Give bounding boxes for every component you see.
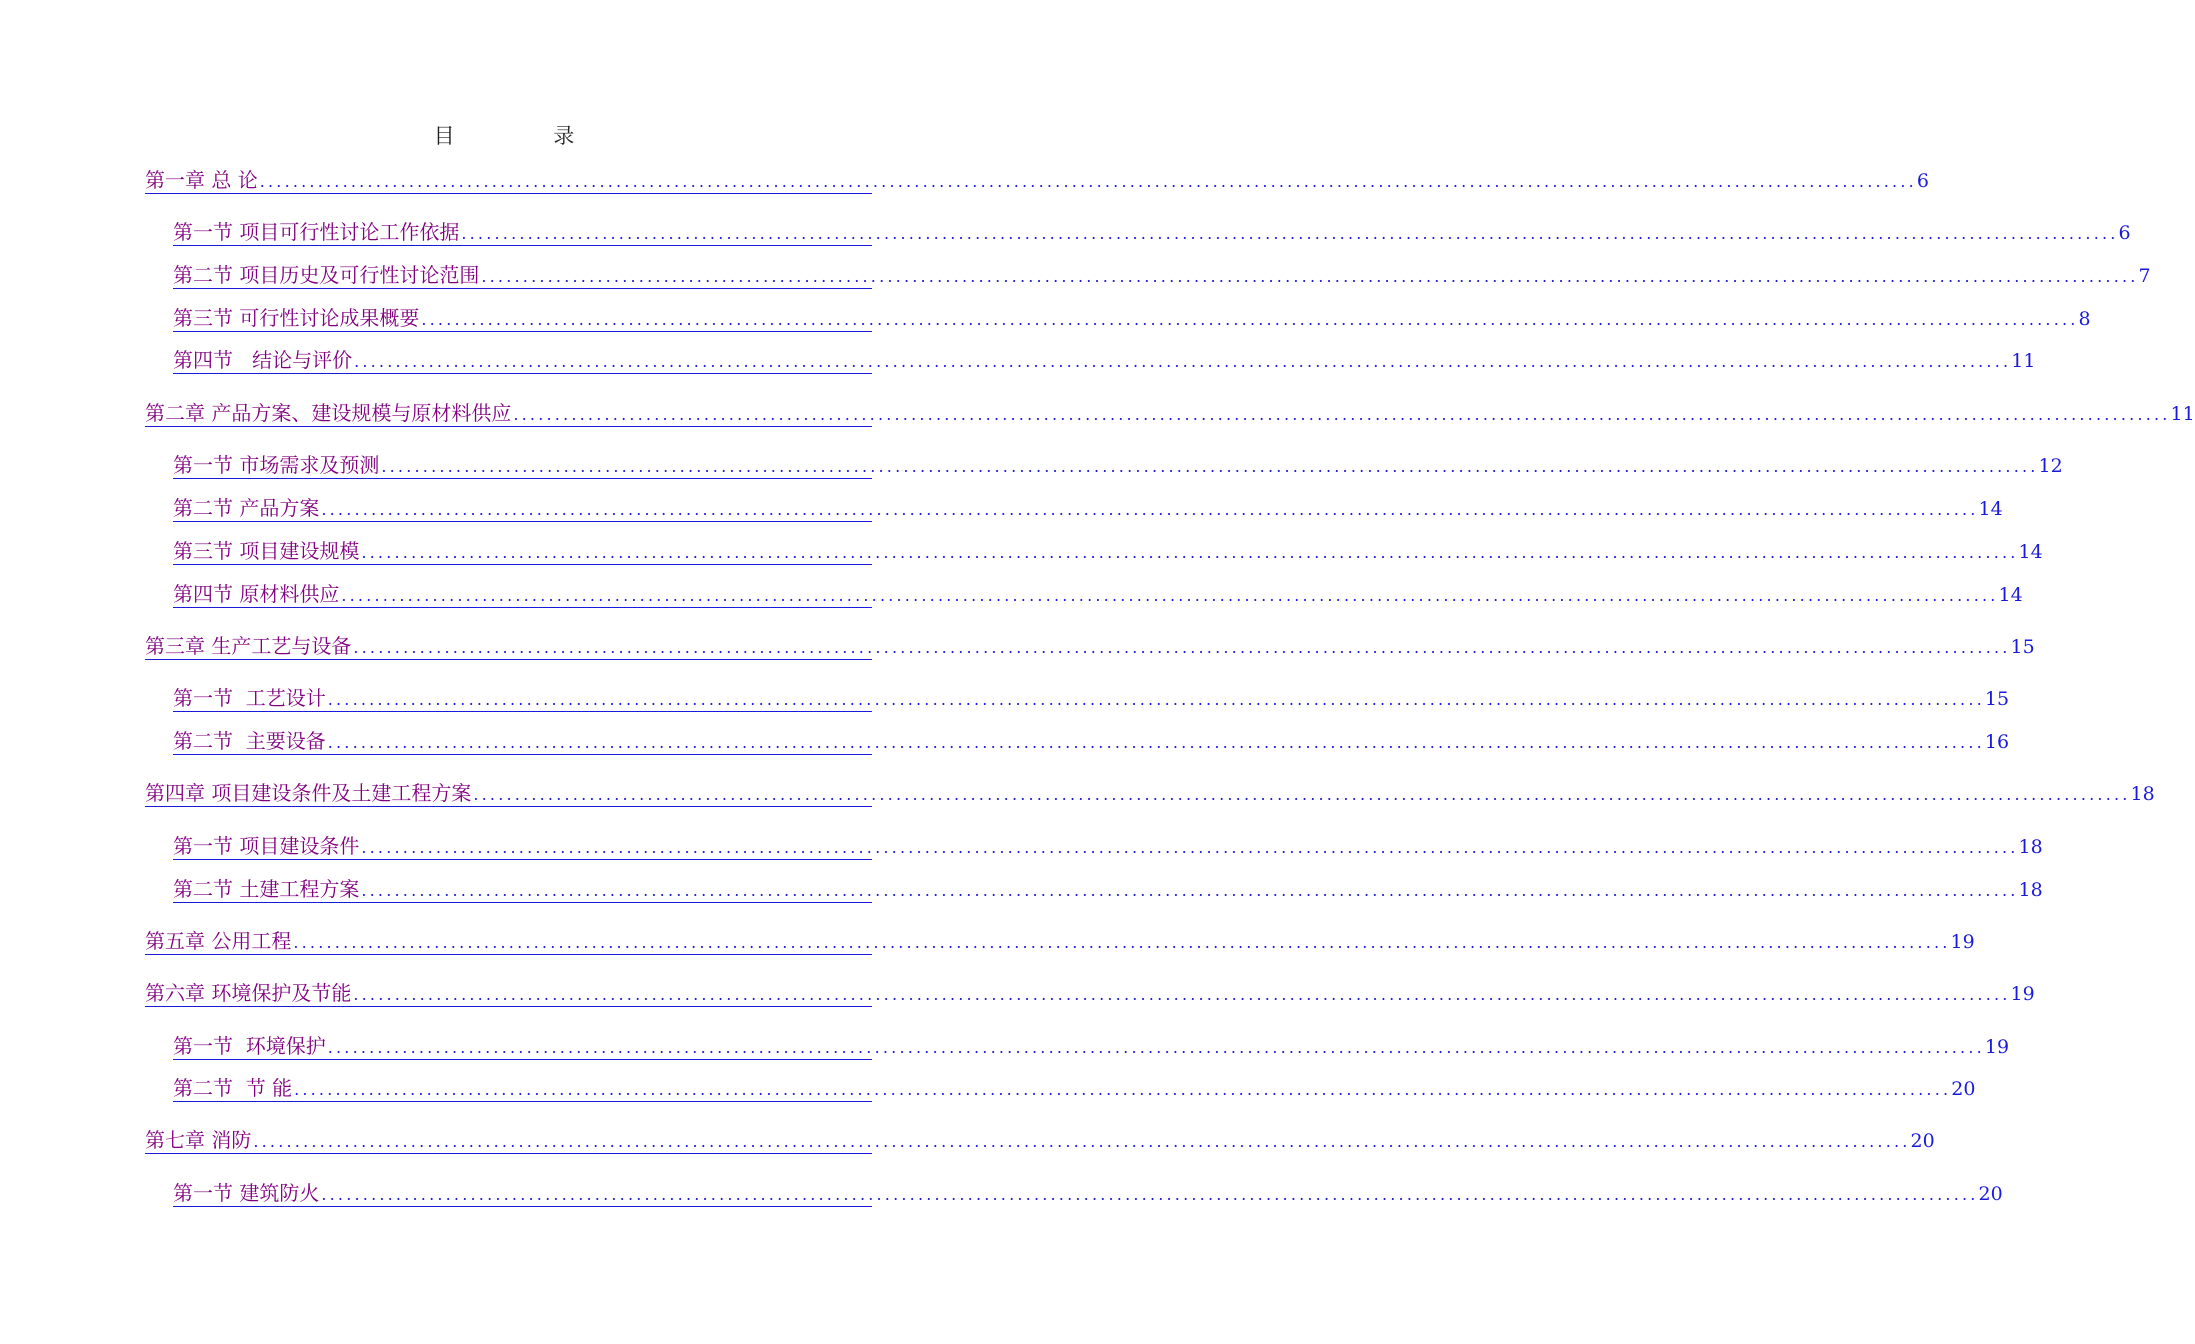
- toc-entry-title: 第四节 原材料供应: [173, 582, 340, 606]
- toc-page-number: 16: [1984, 731, 2010, 753]
- toc-section-link[interactable]: [173, 727, 2010, 755]
- toc-section-link[interactable]: [173, 494, 2003, 522]
- toc-entry-title: 第一节 项目可行性讨论工作依据: [173, 220, 460, 244]
- toc-page-number: 6: [2118, 222, 2131, 244]
- toc-dot-leader: ........................................................................................................................................................................................................: [421, 310, 2079, 329]
- toc-entry-title: 第二节 土建工程方案: [173, 877, 360, 901]
- toc-entry-title: 第一节 市场需求及预测: [173, 453, 380, 477]
- toc-entry-title: 第一节 环境保护: [173, 1034, 326, 1058]
- toc-dot-leader: ........................................................................................................................................................................................................: [361, 838, 2019, 857]
- toc-page-number: 7: [2138, 265, 2151, 287]
- toc-entry-title: 第一节 工艺设计: [173, 686, 326, 710]
- toc-section-link[interactable]: [173, 537, 2043, 565]
- toc-page-number: 19: [1984, 1036, 2010, 1058]
- toc-page-number: 18: [2018, 836, 2043, 858]
- toc-entry-title: 第六章 环境保护及节能: [145, 981, 352, 1005]
- toc-entry-title: 第二章 产品方案、建设规模与原材料供应: [145, 401, 512, 425]
- toc-entry-title: 第二节 节 能: [173, 1076, 293, 1100]
- toc-entry-title: 第二节 主要设备: [173, 729, 326, 753]
- toc-page-number: 20: [1910, 1130, 1935, 1152]
- toc-page-number: 18: [2130, 783, 2155, 805]
- toc-entry-title: 第四节 结论与评价: [173, 348, 353, 372]
- toc-section-link[interactable]: [173, 451, 2063, 479]
- toc-page-number: 18: [2018, 879, 2043, 901]
- toc-page-number: 8: [2078, 308, 2091, 330]
- toc-section-link[interactable]: [173, 261, 2151, 289]
- toc-dot-leader: ........................................................................................................................................................................................................: [461, 224, 2119, 243]
- toc-dot-leader: ........................................................................................................................................................................................................: [354, 352, 2012, 371]
- toc-page-number: 19: [1950, 931, 1975, 953]
- toc-dot-leader: ........................................................................................................................................................................................................: [361, 543, 2019, 562]
- toc-dot-leader: ........................................................................................................................................................................................................: [513, 405, 2171, 424]
- toc-chapter-link[interactable]: [145, 632, 2035, 660]
- toc-dot-leader: ........................................................................................................................................................................................................: [381, 457, 2039, 476]
- toc-page-number: 20: [1978, 1183, 2003, 1205]
- toc-entry-title: 第五章 公用工程: [145, 929, 292, 953]
- toc-page-number: 19: [2010, 983, 2035, 1005]
- toc-page-number: 14: [1998, 584, 2023, 606]
- toc-section-link[interactable]: [173, 218, 2131, 246]
- toc-title: 目 录: [433, 124, 621, 148]
- toc-chapter-link[interactable]: [145, 779, 2155, 807]
- toc-page-number: 6: [1916, 170, 1929, 192]
- toc-entry-title: 第一章 总 论: [145, 168, 258, 192]
- toc-section-link[interactable]: [173, 684, 2010, 712]
- toc-chapter-link[interactable]: [145, 927, 1975, 955]
- toc-dot-leader: ........................................................................................................................................................................................................: [259, 172, 1917, 191]
- toc-dot-leader: ........................................................................................................................................................................................................: [327, 733, 1985, 752]
- toc-dot-leader: ........................................................................................................................................................................................................: [321, 1185, 1979, 1204]
- toc-page-number: 14: [2018, 541, 2043, 563]
- toc-dot-leader: ........................................................................................................................................................................................................: [293, 933, 1951, 952]
- toc-entry-title: 第七章 消防: [145, 1128, 252, 1152]
- toc-page-number: 20: [1951, 1078, 1976, 1100]
- toc-chapter-link[interactable]: [145, 166, 1929, 194]
- toc-dot-leader: ........................................................................................................................................................................................................: [473, 785, 2131, 804]
- toc-page-number: 15: [1984, 688, 2010, 710]
- toc-entry-title: 第二节 项目历史及可行性讨论范围: [173, 263, 480, 287]
- toc-dot-leader: ........................................................................................................................................................................................................: [353, 638, 2011, 657]
- toc-section-link[interactable]: [173, 1179, 2003, 1207]
- toc-entry-title: 第三章 生产工艺与设备: [145, 634, 352, 658]
- toc-section-link[interactable]: [173, 1074, 1976, 1102]
- toc-dot-leader: ........................................................................................................................................................................................................: [327, 1038, 1985, 1057]
- toc-dot-leader: ........................................................................................................................................................................................................: [353, 985, 2011, 1004]
- toc-dot-leader: ........................................................................................................................................................................................................: [321, 500, 1979, 519]
- toc-dot-leader: ........................................................................................................................................................................................................: [294, 1080, 1952, 1099]
- toc-section-link[interactable]: [173, 832, 2043, 860]
- toc-section-link[interactable]: [173, 1032, 2010, 1060]
- toc-page-number: 14: [1978, 498, 2003, 520]
- toc-chapter-link[interactable]: [145, 979, 2035, 1007]
- toc-dot-leader: ........................................................................................................................................................................................................: [327, 690, 1985, 709]
- toc-page-number: 12: [2038, 455, 2063, 477]
- toc-dot-leader: ........................................................................................................................................................................................................: [341, 586, 1999, 605]
- toc-entry-title: 第四章 项目建设条件及土建工程方案: [145, 781, 472, 805]
- toc-entry-title: 第二节 产品方案: [173, 496, 320, 520]
- toc-section-link[interactable]: [173, 875, 2043, 903]
- toc-entry-title: 第三节 可行性讨论成果概要: [173, 306, 420, 330]
- toc-entry-title: 第一节 项目建设条件: [173, 834, 360, 858]
- toc-dot-leader: ........................................................................................................................................................................................................: [361, 881, 2019, 900]
- toc-chapter-link[interactable]: [145, 399, 2195, 427]
- toc-entry-title: 第一节 建筑防火: [173, 1181, 320, 1205]
- toc-section-link[interactable]: [173, 580, 2023, 608]
- toc-section-link[interactable]: [173, 304, 2091, 332]
- toc-dot-leader: ........................................................................................................................................................................................................: [481, 267, 2139, 286]
- toc-chapter-link[interactable]: [145, 1126, 1935, 1154]
- toc-dot-leader: ........................................................................................................................................................................................................: [253, 1132, 1911, 1151]
- toc-page-number: 15: [2010, 636, 2035, 658]
- toc-section-link[interactable]: [173, 346, 2036, 374]
- toc-page-number: 11: [2011, 350, 2036, 372]
- toc-page-number: 11: [2170, 403, 2195, 425]
- toc-entry-title: 第三节 项目建设规模: [173, 539, 360, 563]
